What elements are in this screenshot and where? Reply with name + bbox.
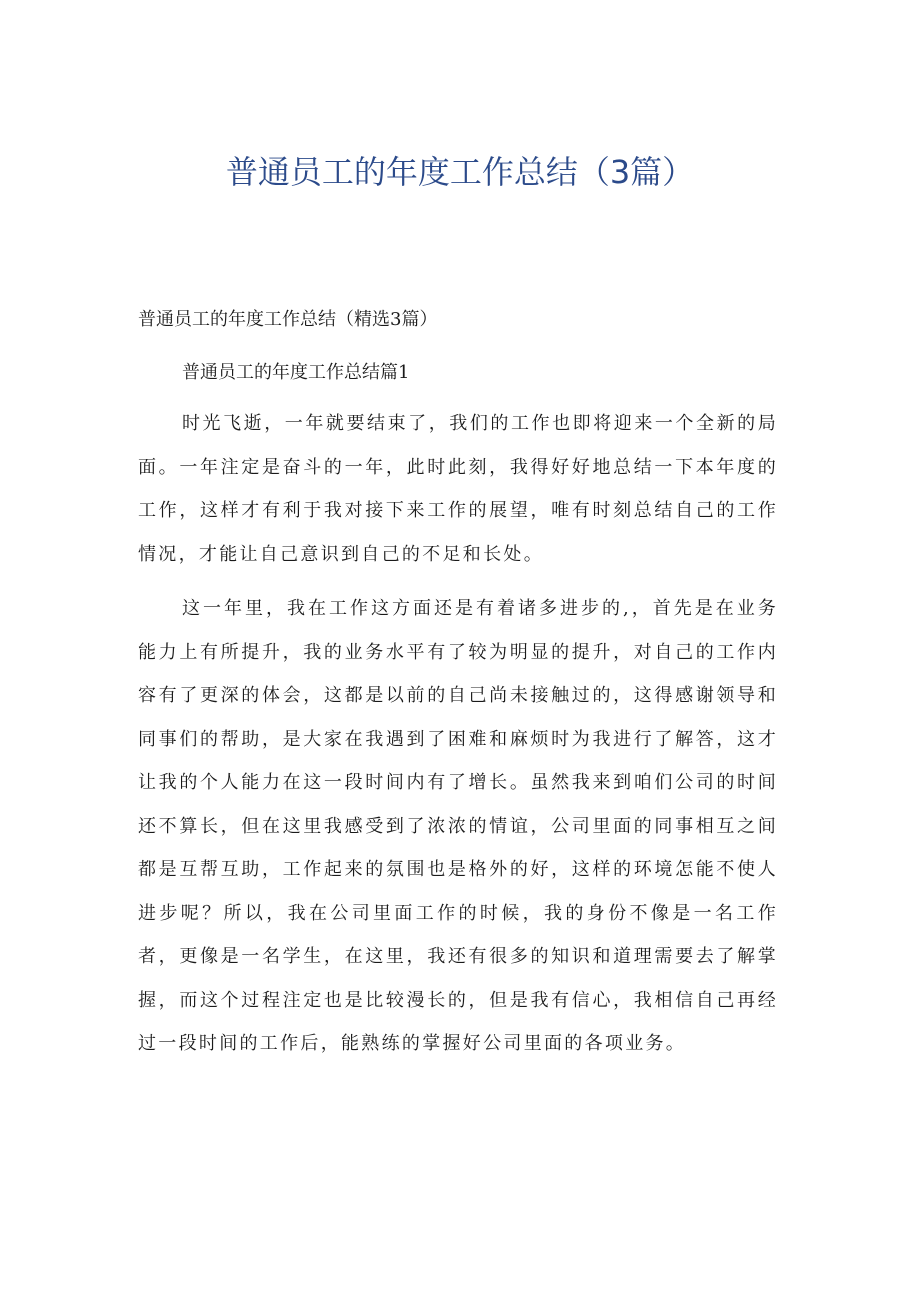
- document-subtitle: 普通员工的年度工作总结（精选3篇）: [138, 309, 438, 330]
- document-body: [138, 300, 778, 1066]
- document-title: 普通员工的年度工作总结（3篇）: [225, 153, 695, 191]
- paragraph-1: 时光飞逝，一年就要结束了，我们的工作也即将迎来一个全新的局面。一年注定是奋斗的一年，此时此刻，我得好好地总结一下本年度的工作，这样才有利于我对接下来工作的展望，唯有时刻总结自己的工作情况，才能让自己意识到自己的不足和长处。: [138, 413, 778, 565]
- paragraph-2: 这一年里，我在工作这方面还是有着诸多进步的,，首先是在业务能力上有所提升，我的业务水平有了较为明显的提升，对自己的工作内容有了更深的体会，这都是以前的自己尚未接触过的，这得感谢领导和同事们的帮助，是大家在我遇到了困难和麻烦时为我进行了解答，这才让我的个人能力在这一段时间内有了增长。虽然我来到咱们公司的时间还不算长，但在这里我感受到了浓浓的情谊，公司里面的同事相互之间都是互帮互助，工作起来的氛围也是格外的好，这样的环境怎能不使人进步呢？所以，我在公司里面工作的时候，我的身份不像是一名工作者，更像是一名学生，在这里，我还有很多的知识和道理需要去了解掌握，而这个过程注定也是比较漫长的，但是我有信心，我相信自己再经过一段时间的工作后，能熟练的掌握好公司里面的各项业务。: [138, 598, 778, 1054]
- section-heading: 普通员工的年度工作总结篇1: [182, 362, 410, 383]
